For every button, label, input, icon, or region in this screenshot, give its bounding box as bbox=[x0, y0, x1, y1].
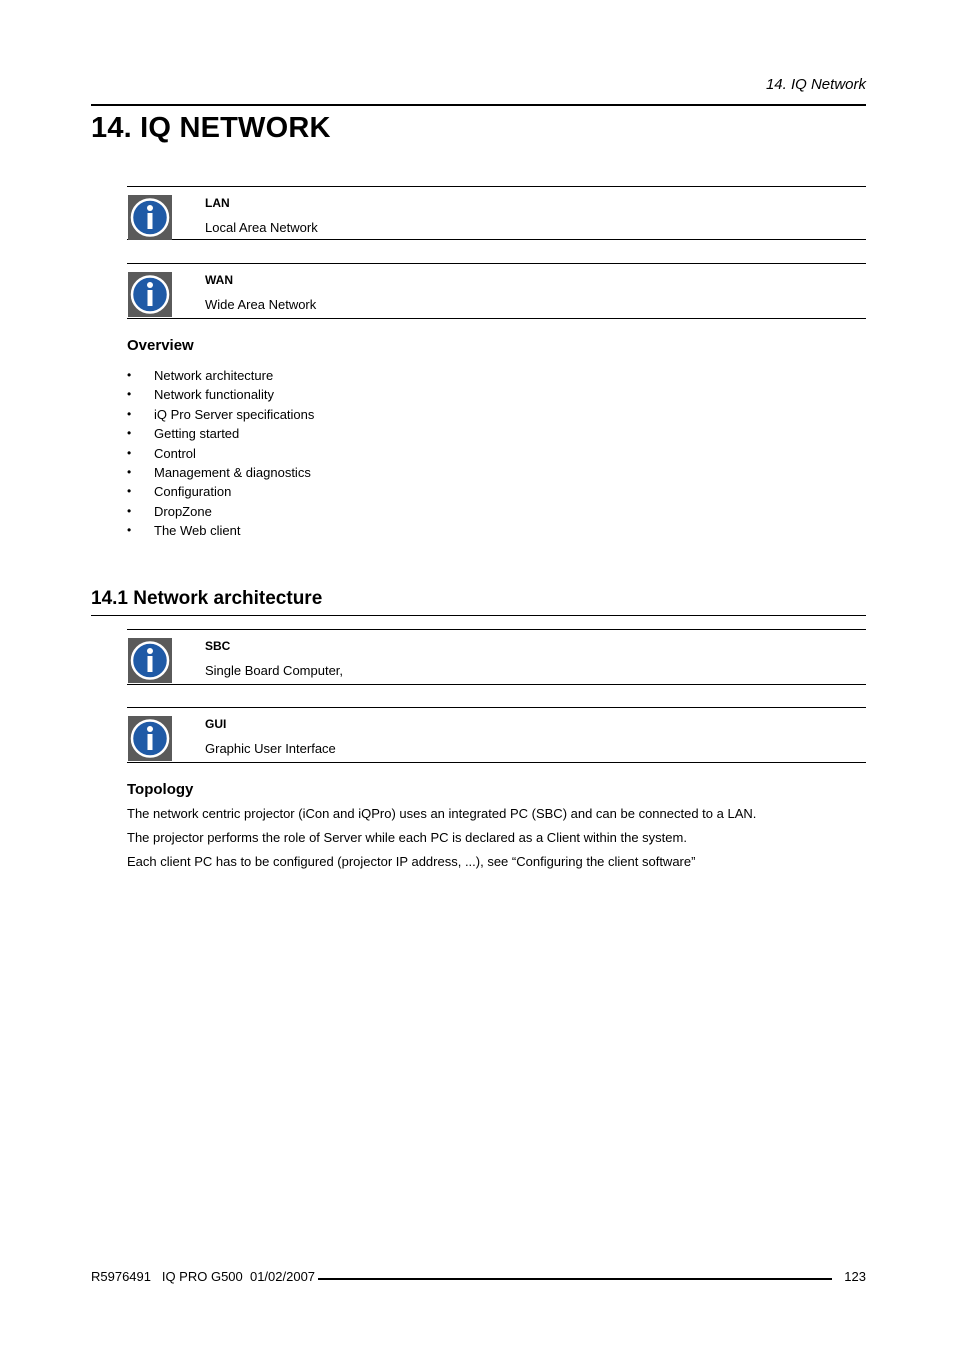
info-icon bbox=[128, 716, 172, 761]
note-term: WAN bbox=[205, 273, 233, 287]
note-definition: Local Area Network bbox=[205, 220, 318, 235]
header-rule bbox=[91, 104, 866, 106]
list-item: • Configuration bbox=[127, 484, 232, 500]
note-term: LAN bbox=[205, 196, 230, 210]
overview-list bbox=[127, 366, 314, 541]
note-gui bbox=[127, 707, 866, 763]
chapter-title: 14. IQ NETWORK bbox=[91, 112, 331, 144]
note-definition: Wide Area Network bbox=[205, 297, 317, 312]
note-definition: Single Board Computer, bbox=[205, 663, 344, 678]
section-rule bbox=[91, 615, 866, 616]
info-icon bbox=[128, 272, 172, 317]
topology-heading: Topology bbox=[127, 781, 194, 798]
list-item: • Management & diagnostics bbox=[127, 464, 311, 480]
list-item: • iQ Pro Server specifications bbox=[127, 406, 315, 422]
info-icon bbox=[128, 638, 172, 683]
note-term: GUI bbox=[205, 717, 227, 731]
list-item: • Control bbox=[127, 445, 196, 461]
paragraph: The network centric projector (iCon and iQPro) uses an integrated PC (SBC) and can be connected to a LAN. bbox=[127, 806, 757, 821]
paragraph: The projector performs the role of Server while each PC is declared as a Client within the system. bbox=[127, 830, 687, 845]
note-lan bbox=[127, 186, 866, 240]
note-definition: Graphic User Interface bbox=[205, 741, 336, 756]
note-sbc bbox=[127, 629, 866, 685]
list-item: • Network functionality bbox=[127, 387, 274, 403]
section-title: 14.1 Network architecture bbox=[91, 588, 323, 609]
overview-heading: Overview bbox=[127, 337, 194, 354]
note-wan bbox=[127, 263, 866, 319]
running-header: 14. IQ Network bbox=[765, 76, 866, 93]
note-term: SBC bbox=[205, 639, 231, 653]
footer-rule bbox=[318, 1278, 832, 1280]
list-item: • Getting started bbox=[127, 426, 240, 442]
footer-document-id: R5976491 IQ PRO G500 01/02/2007 bbox=[91, 1269, 316, 1284]
footer-page-number: 123 bbox=[844, 1269, 866, 1284]
list-item: • DropZone bbox=[127, 503, 212, 519]
list-item: • Network architecture bbox=[127, 368, 274, 383]
paragraph: Each client PC has to be configured (projector IP address, ...), see “Configuring the client software” bbox=[127, 854, 696, 869]
info-icon bbox=[128, 195, 172, 240]
list-item: • The Web client bbox=[127, 523, 241, 539]
